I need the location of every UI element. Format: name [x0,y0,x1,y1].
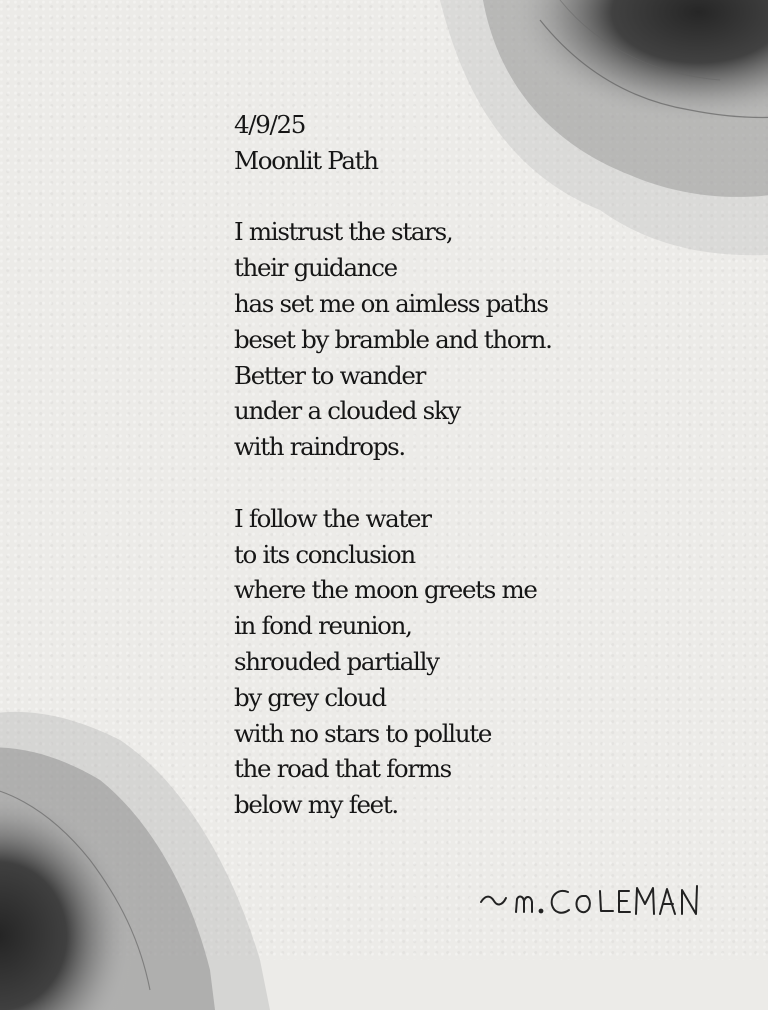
poem-line: shrouded partially [234,646,439,676]
poem-line: in fond reunion, [234,611,412,641]
poem-line: by grey cloud [234,682,386,712]
poem-line: has set me on aimless paths [234,288,548,318]
signature [478,874,728,924]
poem-line: I mistrust the stars, [234,217,453,247]
signature-handwriting [478,874,728,924]
stanza-gap [234,179,614,215]
poem-line: the road that forms [234,754,451,784]
poem-line: their guidance [234,253,397,283]
poem-line: to its conclusion [234,539,415,569]
poem-line: where the moon greets me [234,575,537,605]
stanza-gap [234,465,614,501]
poem-line: beset by bramble and thorn. [234,324,552,354]
poem-line: with no stars to pollute [234,718,492,748]
poem-title: Moonlit Path [234,145,378,175]
stanza-2 [234,501,614,823]
poem-line: with raindrops. [234,432,405,462]
poem-line: below my feet. [234,790,398,820]
poem-line: under a clouded sky [234,396,460,426]
poem-date: 4/9/25 [234,110,306,139]
stanza-1 [234,214,614,465]
poem-line: Better to wander [234,360,426,390]
poem [234,107,614,823]
poem-line: I follow the water [234,503,431,533]
